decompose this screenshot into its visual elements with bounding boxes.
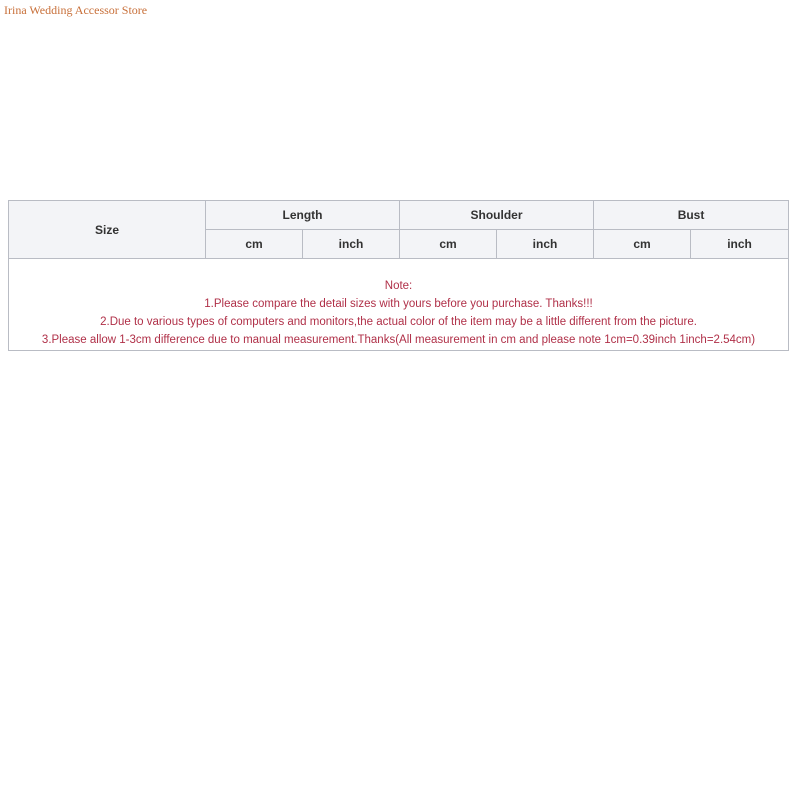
length-cm-header: cm bbox=[206, 230, 303, 259]
size-chart-table bbox=[8, 200, 789, 351]
note-line-2: 2.Due to various types of computers and monitors,the actual color of the item may be a little different from the picture. bbox=[100, 316, 697, 328]
note-row bbox=[9, 259, 789, 351]
store-watermark: Irina Wedding Accessor Store bbox=[4, 3, 148, 17]
size-header: Size bbox=[9, 201, 206, 259]
shoulder-header: Shoulder bbox=[400, 201, 594, 230]
note-cell bbox=[9, 259, 789, 351]
note-title: Note: bbox=[384, 280, 413, 292]
bust-header: Bust bbox=[594, 201, 789, 230]
note-line-3: 3.Please allow 1-3cm difference due to manual measurement.Thanks(All measurement in cm and please note 1cm=0.39inch 1inch=2.54cm) bbox=[41, 334, 756, 346]
bust-inch-header: inch bbox=[691, 230, 789, 259]
bust-cm-header: cm bbox=[594, 230, 691, 259]
shoulder-cm-header: cm bbox=[400, 230, 497, 259]
shoulder-inch-header: inch bbox=[497, 230, 594, 259]
header-row-groups bbox=[9, 201, 789, 230]
length-header: Length bbox=[206, 201, 400, 230]
note-line-1: 1.Please compare the detail sizes with yours before you purchase. Thanks!!! bbox=[204, 298, 593, 310]
length-inch-header: inch bbox=[303, 230, 400, 259]
